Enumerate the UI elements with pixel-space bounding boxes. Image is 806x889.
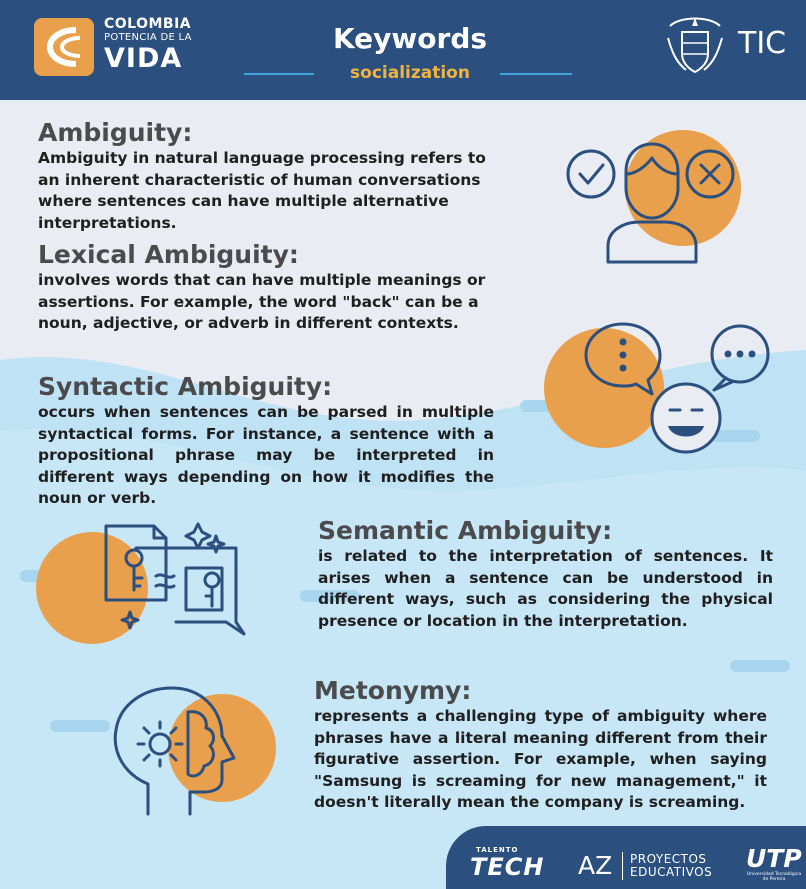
subtitle-divider-right <box>500 73 572 75</box>
utp-subtitle: Universidad Tecnológica de Pereira <box>746 872 802 882</box>
section-body: Ambiguity in natural language processing refers to an inherent characteristic of human conversations where sentences can have multiple alternative interpretations. <box>38 149 486 232</box>
section-title: Syntactic Ambiguity: <box>38 372 333 401</box>
proyectos-educativos-logo <box>630 853 712 879</box>
key-documents-icon <box>36 518 252 650</box>
section-semantic <box>318 516 773 632</box>
az-logo: AZ <box>578 851 613 880</box>
footer-divider <box>622 852 623 880</box>
header-bar <box>0 0 806 100</box>
talento-label: TALENTO <box>476 846 519 854</box>
section-body: is related to the interpretation of sentences. It arises when a sentence can be understood in different ways, such as considering the physical presence or location in the interpretation. <box>318 547 773 630</box>
head-gear-brain-icon <box>104 684 280 818</box>
section-ambiguity <box>38 118 496 234</box>
section-title: Lexical Ambiguity: <box>38 240 299 269</box>
tic-label: TIC <box>738 26 787 61</box>
brand-line-2: POTENCIA DE LA <box>104 32 192 43</box>
coat-of-arms-icon <box>662 12 728 82</box>
section-lexical <box>38 240 503 335</box>
section-syntactic <box>38 372 494 510</box>
tech-logo: TECH <box>470 853 545 881</box>
section-body: involves words that can have multiple meanings or assertions. For example, the word "back" can be a noun, adjective, or adverb in different contexts. <box>38 271 486 332</box>
section-title: Semantic Ambiguity: <box>318 516 613 545</box>
section-title: Ambiguity: <box>38 118 193 147</box>
section-title: Metonymy: <box>314 676 472 705</box>
brand-line-3: VIDA <box>104 43 183 74</box>
page-title: Keywords <box>332 22 488 55</box>
subtitle-divider-left <box>244 73 314 75</box>
proyectos-line: PROYECTOS <box>630 852 707 866</box>
brand-text <box>104 16 192 74</box>
brand-line-1: COLOMBIA <box>104 16 192 32</box>
section-metonymy <box>314 676 767 814</box>
footer-bar <box>446 826 806 889</box>
utp-logo: UTP <box>746 844 802 873</box>
colombia-logo-icon <box>34 18 94 76</box>
educativos-line: EDUCATIVOS <box>630 865 713 879</box>
chat-emoji-icon <box>540 318 780 470</box>
page-subtitle: socialization <box>350 63 470 83</box>
section-body: represents a challenging type of ambiguity where phrases have a literal meaning different from their figurative assertion. For example, when saying "Samsung is screaming for new management," it doesn't literally mean the company is screaming. <box>314 707 767 811</box>
section-body: occurs when sentences can be parsed in multiple syntactical forms. For instance, a sentence with a propositional phrase may be interpreted in different ways depending on how it modifies the noun or verb. <box>38 403 494 507</box>
person-choice-icon <box>560 130 750 270</box>
